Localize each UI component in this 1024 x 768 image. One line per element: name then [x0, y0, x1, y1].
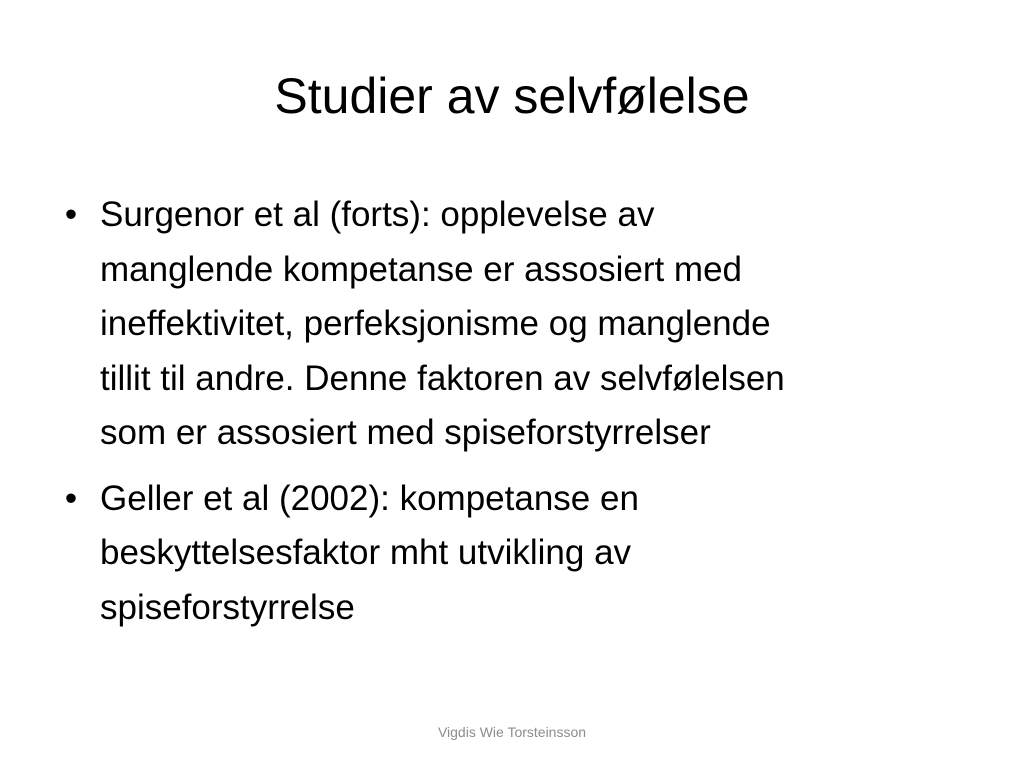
- bullet-text-line: manglende kompetanse er assosiert med: [100, 249, 743, 289]
- bullet-marker: •: [64, 478, 78, 518]
- bullet-text-line: tillit til andre. Denne faktoren av selvfølelsen: [100, 358, 785, 398]
- bullet-text-line: som er assosiert med spiseforstyrrelser: [100, 413, 711, 452]
- bullet-text-line: Geller et al (2002): kompetanse en: [100, 478, 639, 518]
- bullet-item-geller: [60, 472, 960, 636]
- bullet-text-line: Surgenor et al (forts): opplevelse av: [100, 195, 655, 234]
- bullet-text-line: ineffektivitet, perfeksjonisme og manglende: [100, 304, 771, 343]
- bullet-item-surgenor: [60, 188, 960, 461]
- bullet-marker: •: [64, 195, 78, 234]
- slide-title: Studier av selvfølelse: [274, 68, 750, 124]
- bullet-text-line: spiseforstyrrelse: [100, 587, 355, 627]
- slide-footer: Vigdis Wie Torsteinsson: [437, 724, 587, 740]
- bullet-text-line: beskyttelsesfaktor mht utvikling av: [100, 533, 632, 572]
- bullet-list: [60, 188, 960, 646]
